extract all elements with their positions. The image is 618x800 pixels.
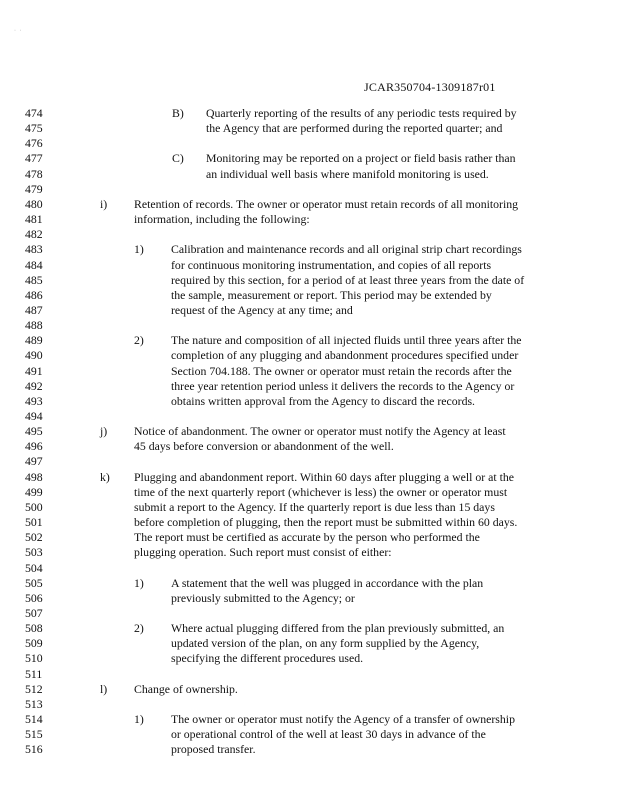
line-504 [0,561,618,576]
line-text: updated version of the plan, on any form supplied by the Agency, [171,636,480,651]
line-number: 484 [25,257,43,272]
line-number: 487 [25,303,43,317]
line-text: plugging operation. Such report must consist of either: [134,545,392,560]
line-number: 489 [25,333,43,348]
line-number: 499 [25,484,43,499]
line-text: Quarterly reporting of the results of any periodic tests required by [206,106,517,120]
line-500 [0,500,618,515]
line-number: 510 [25,651,43,666]
line-text: The owner or operator must notify the Agency of a transfer of ownership [171,712,515,726]
item-label: 2) [134,333,144,348]
line-480 [0,197,618,212]
line-485 [0,273,618,288]
line-492 [0,379,618,394]
line-number: 502 [25,530,43,545]
item-label: i) [100,196,108,211]
line-482 [0,227,618,242]
line-502 [0,530,618,545]
line-491 [0,364,618,379]
line-text: Section 704.188. The owner or operator must retain the records after the [171,363,512,378]
line-number: 508 [25,621,43,636]
line-478 [0,167,618,182]
line-text: Monitoring may be reported on a project or field basis rather than [206,151,516,166]
line-number: 481 [25,212,43,227]
line-484 [0,258,618,273]
line-number: 514 [25,712,43,726]
line-512 [0,682,618,697]
line-text: specifying the different procedures used. [171,651,364,666]
line-number: 494 [25,409,43,423]
line-479 [0,182,618,197]
line-number: 485 [25,272,43,287]
line-text: Where actual plugging differed from the plan previously submitted, an [171,621,505,636]
item-label: 1) [134,242,144,257]
line-number: 486 [25,287,43,302]
line-text: three year retention period unless it delivers the records to the Agency or [171,378,515,393]
line-510 [0,651,618,666]
line-number: 483 [25,242,43,257]
line-number: 492 [25,378,43,393]
line-number: 507 [25,606,43,620]
line-486 [0,288,618,303]
line-text: previously submitted to the Agency; or [171,590,355,605]
line-text: an individual well basis where manifold monitoring is used. [206,166,489,181]
line-number: 498 [25,469,43,484]
line-number: 480 [25,196,43,211]
line-text: before completion of plugging, then the report must be submitted within 60 days. [134,515,518,529]
line-number: 493 [25,393,43,408]
line-490 [0,348,618,363]
line-text: request of the Agency at any time; and [171,303,353,317]
line-509 [0,636,618,651]
line-number: 477 [25,151,43,166]
line-text: the Agency that are performed during the reported quarter; and [206,121,503,136]
line-number: 500 [25,499,43,514]
line-text: Retention of records. The owner or operator must retain records of all monitoring [134,196,519,211]
line-number: 505 [25,575,43,590]
item-label: 2) [134,621,144,636]
line-507 [0,606,618,621]
line-494 [0,409,618,424]
line-number: 509 [25,636,43,651]
line-text: or operational control of the well at least 30 days in advance of the [171,727,486,742]
line-number: 511 [25,666,43,681]
item-label: 1) [134,575,144,590]
line-505 [0,576,618,591]
line-number: 513 [25,696,43,711]
line-number: 488 [25,318,43,333]
line-text: Plugging and abandonment report. Within 60 days after plugging a well or at the [134,469,514,484]
line-number: 478 [25,166,43,181]
line-481 [0,212,618,227]
line-text: The nature and composition of all injected fluids until three years after the [171,333,522,348]
line-513 [0,697,618,712]
line-476 [0,136,618,151]
line-number: 491 [25,363,43,378]
line-474 [0,106,618,121]
line-number: 495 [25,424,43,439]
line-text: Notice of abandonment. The owner or operator must notify the Agency at least [134,424,506,439]
line-text: completion of any plugging and abandonment procedures specified under [171,348,519,363]
line-506 [0,591,618,606]
line-488 [0,318,618,333]
line-number: 501 [25,515,43,529]
line-text: proposed transfer. [171,742,256,757]
line-number: 482 [25,227,43,242]
line-text: the sample, measurement or report. This period may be extended by [171,287,492,302]
item-label: k) [100,469,110,484]
line-text: time of the next quarterly report (whichever is less) the owner or operator must [134,484,508,499]
item-label: C) [172,151,184,166]
line-503 [0,545,618,560]
line-number: 512 [25,681,43,696]
line-text: Change of ownership. [134,681,238,696]
line-number: 474 [25,106,43,120]
line-477 [0,151,618,166]
line-text: information, including the following: [134,212,310,227]
scan-mark: · · [14,28,23,34]
line-text: The report must be certified as accurate by the person who performed the [134,530,480,545]
line-number: 503 [25,545,43,560]
line-text: for continuous monitoring instrumentation, and copies of all reports [171,257,492,272]
item-label: l) [100,681,108,696]
item-label: j) [100,424,108,439]
line-495 [0,424,618,439]
item-label: 1) [134,712,144,726]
line-516 [0,742,618,757]
line-496 [0,439,618,454]
line-number: 475 [25,121,43,136]
line-501 [0,515,618,530]
line-number: 490 [25,348,43,363]
line-487 [0,303,618,318]
line-number: 506 [25,590,43,605]
line-text: required by this section, for a period of at least three years from the date of [171,272,525,287]
line-515 [0,727,618,742]
line-text: 45 days before conversion or abandonment of the well. [134,439,394,454]
line-number: 497 [25,454,43,469]
line-text: A statement that the well was plugged in accordance with the plan [171,575,484,590]
document-id-header: JCAR350704-1309187r01 [364,80,496,94]
line-text: Calibration and maintenance records and all original strip chart recordings [171,242,522,257]
line-483 [0,242,618,257]
item-label: B) [172,106,184,120]
line-text: obtains written approval from the Agency to discard the records. [171,393,476,408]
line-number: 516 [25,742,43,757]
line-number: 476 [25,136,43,151]
line-number: 515 [25,727,43,742]
line-number: 479 [25,181,43,196]
line-number: 504 [25,560,43,575]
line-493 [0,394,618,409]
line-489 [0,333,618,348]
line-511 [0,667,618,682]
line-number: 496 [25,439,43,454]
line-475 [0,121,618,136]
line-508 [0,621,618,636]
line-text: submit a report to the Agency. If the quarterly report is due less than 15 days [134,499,495,514]
line-498 [0,470,618,485]
line-499 [0,485,618,500]
line-514 [0,712,618,727]
line-497 [0,454,618,469]
